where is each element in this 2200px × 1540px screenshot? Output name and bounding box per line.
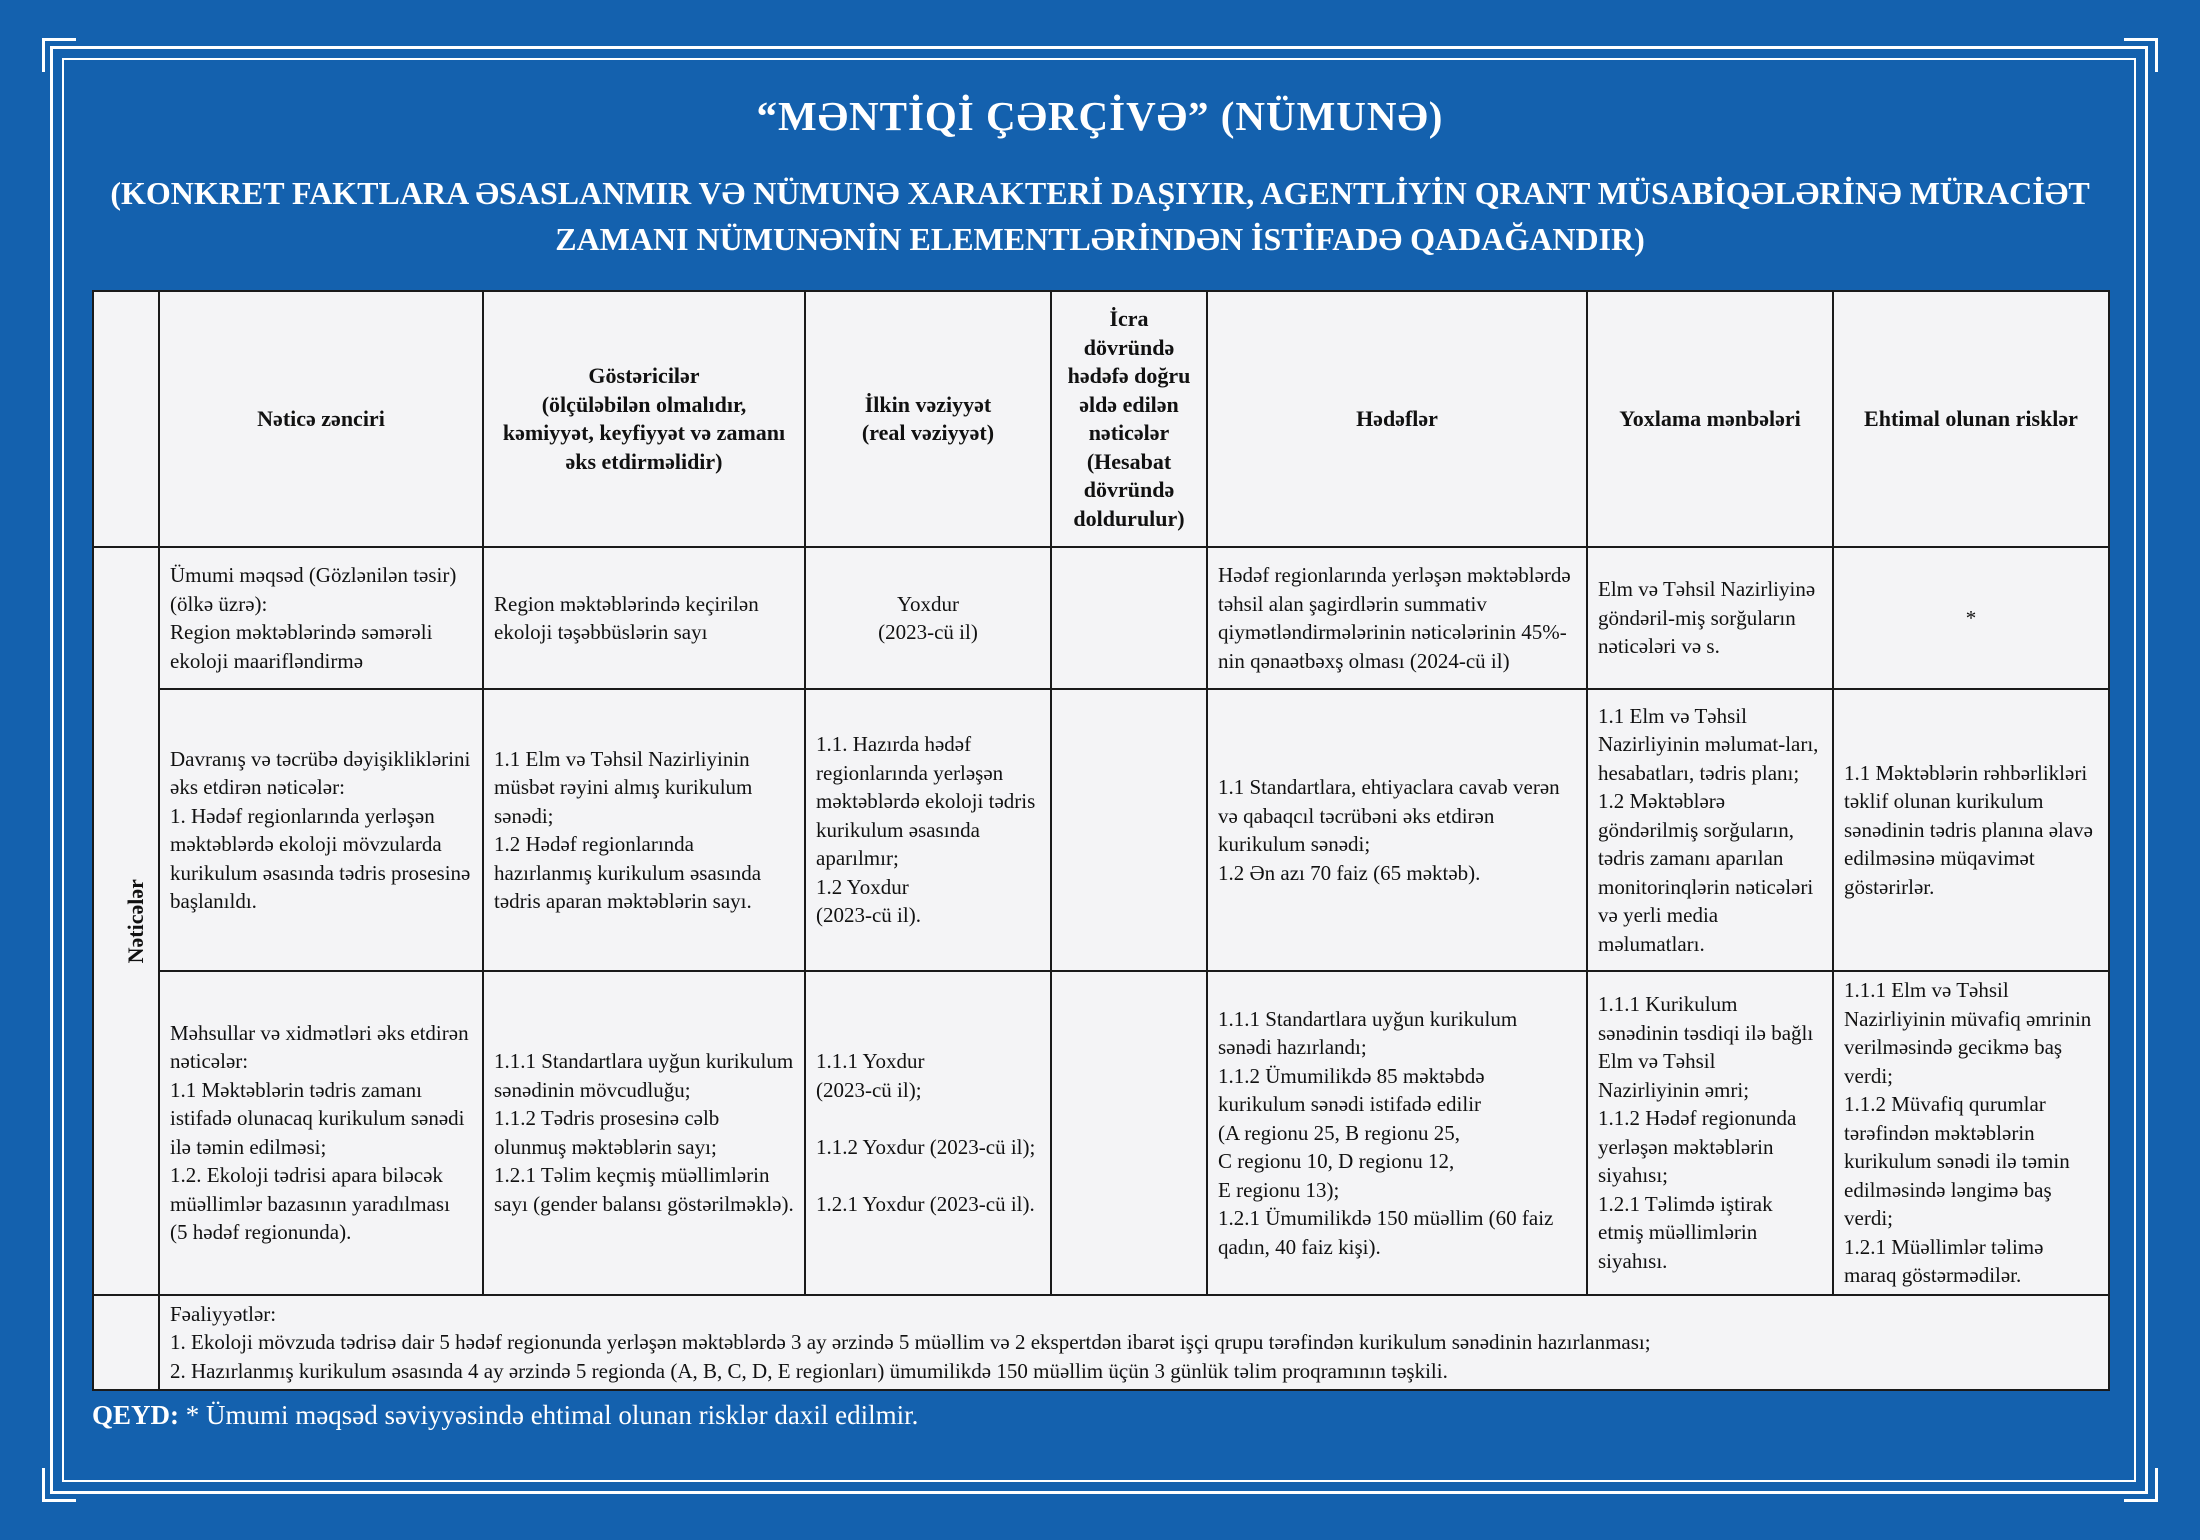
cell-behavior-baseline: 1.1. Hazırda hədəf regionlarında yerləşən məktəblərdə ekoloji tədris kurikulum əsasında aparılmır; 1.2 Yoxdur (2023-cü il). [805, 689, 1051, 971]
header-indicators: Göstəricilər (ölçüləbilən olmalıdır, kəmiyyət, keyfiyyət və zamanı əks etdirməlidir) [483, 291, 805, 547]
footnote-label: QEYD: [92, 1400, 179, 1430]
cell-outputs-risks: 1.1.1 Elm və Təhsil Nazirliyinin müvafiq əmrinin verilməsində gecikmə baş verdi; 1.1.2 Müvafiq qurumlar tərəfindən məktəblərin kurikulum sənədi ilə təmin edilməsində ləngimə baş verdi; 1.2.1 Müəllimlər təlimə maraq göstərmədilər. [1833, 971, 2109, 1295]
cell-outputs-sources: 1.1.1 Kurikulum sənədinin təsdiqi ilə bağlı Elm və Təhsil Nazirliyinin əmri; 1.1.2 Hədəf regionunda yerləşən məktəblərin siyahısı; 1.2.1 Təlimdə iştirak etmiş müəllimlərin siyahısı. [1587, 971, 1833, 1295]
activities-side-cell [93, 1295, 159, 1391]
header-chain: Nəticə zənciri [159, 291, 483, 547]
cell-behavior-indicators: 1.1 Elm və Təhsil Nazirliyinin müsbət rəyini almış kurikulum sənədi; 1.2 Hədəf regionlarında hazırlanmış kurikulum əsasında tədris aparan məktəblərin sayı. [483, 689, 805, 971]
cell-goal-chain: Ümumi məqsəd (Gözlənilən təsir) (ölkə üzrə): Region məktəblərində səmərəli ekoloji maarifləndirmə [159, 547, 483, 689]
cell-goal-risks: * [1833, 547, 2109, 689]
cell-outputs-achieved [1051, 971, 1207, 1295]
frame-corner [42, 38, 76, 72]
header-corner-cell [93, 291, 159, 547]
header-targets: Hədəflər [1207, 291, 1587, 547]
cell-behavior-achieved [1051, 689, 1207, 971]
cell-goal-indicators: Region məktəblərində keçirilən ekoloji təşəbbüslərin sayı [483, 547, 805, 689]
footnote-text: * Ümumi məqsəd səviyyəsində ehtimal olunan risklər daxil edilmir. [185, 1400, 919, 1430]
cell-behavior-sources: 1.1 Elm və Təhsil Nazirliyinin məlumat-ları, hesabatları, tədris planı; 1.2 Məktəblərə göndərilmiş sorğuların, tədris zamanı aparılan monitorinqlərin nəticələri və yerli media məlumatları. [1587, 689, 1833, 971]
table-row-activities [93, 1295, 2109, 1391]
frame-corner [2124, 38, 2158, 72]
page-subtitle: (KONKRET FAKTLARA ƏSASLANMIR VƏ NÜMUNƏ XARAKTERİ DAŞIYIR, AGENTLİYİN QRANT MÜSABİQƏLƏRİNƏ MÜRACİƏT ZAMANI NÜMUNƏNİN ELEMENTLƏRİNDƏN İSTİFADƏ QADAĞANDIR) [110, 175, 2090, 257]
header-baseline: İlkin vəziyyət (real vəziyyət) [805, 291, 1051, 547]
cell-outputs-chain: Məhsullar və xidmətləri əks etdirən nəticələr: 1.1 Məktəblərin tədris zamanı istifadə olunacaq kurikulum sənədi ilə təmin edilməsi; 1.2. Ekoloji tədrisi apara biləcək müəllimlər bazasının yaradılması (5 hədəf regionunda). [159, 971, 483, 1295]
logical-framework-table [92, 290, 2110, 1391]
page-title: “MƏNTİQİ ÇƏRÇİVƏ” (NÜMUNƏ) [756, 93, 1444, 139]
cell-behavior-chain: Davranış və təcrübə dəyişikliklərini əks etdirən nəticələr: 1. Hədəf regionlarında yerləşən məktəblərdə ekoloji mövzularda kurikulum əsasında tədris prosesinə başlanıldı. [159, 689, 483, 971]
side-label-cell [93, 547, 159, 1295]
footnote [92, 1400, 918, 1431]
frame-corner [42, 1468, 76, 1502]
cell-goal-achieved [1051, 547, 1207, 689]
frame-corner [2124, 1468, 2158, 1502]
cell-outputs-indicators: 1.1.1 Standartlara uyğun kurikulum sənədinin mövcudluğu; 1.1.2 Tədris prosesinə cəlb olunmuş məktəblərin sayı; 1.2.1 Təlim keçmiş müəllimlərin sayı (gender balansı göstərilməklə). [483, 971, 805, 1295]
cell-goal-baseline: Yoxdur (2023-cü il) [805, 547, 1051, 689]
side-label: Nəticələr [122, 878, 148, 963]
table-row-goal [93, 547, 2109, 689]
cell-behavior-risks: 1.1 Məktəblərin rəhbərlikləri təklif olunan kurikulum sənədinin tədris planına əlavə edilməsinə müqavimət göstərirlər. [1833, 689, 2109, 971]
cell-outputs-baseline: 1.1.1 Yoxdur (2023-cü il); 1.1.2 Yoxdur (2023-cü il); 1.2.1 Yoxdur (2023-cü il). [805, 971, 1051, 1295]
cell-outputs-targets: 1.1.1 Standartlara uyğun kurikulum sənədi hazırlandı; 1.1.2 Ümumilikdə 85 məktəbdə kurikulum sənədi istifadə edilir (A regionu 25, B regionu 25, C regionu 10, D regionu 12, E regionu 13); 1.2.1 Ümumilikdə 150 müəllim (60 faiz qadın, 40 faiz kişi). [1207, 971, 1587, 1295]
cell-behavior-targets: 1.1 Standartlara, ehtiyaclara cavab verən və qabaqcıl təcrübəni əks etdirən kurikulum sənədi; 1.2 Ən azı 70 faiz (65 məktəb). [1207, 689, 1587, 971]
cell-activities: Fəaliyyətlər: 1. Ekoloji mövzuda tədrisə dair 5 hədəf regionunda yerləşən məktəblərdə 3 ay ərzində 5 müəllim və 2 ekspertdən ibarət işçi qrupu tərəfindən kurikulum sənədinin hazırlanması; 2. Hazırlanmış kurikulum əsasında 4 ay ərzində 5 regionda (A, B, C, D, E regionları) ümumilikdə 150 müəllim üçün 3 günlük təlim proqramının təşkili. [159, 1295, 2109, 1391]
table-row-outputs [93, 971, 2109, 1295]
cell-goal-sources: Elm və Təhsil Nazirliyinə göndəril-miş sorğuların nəticələri və s. [1587, 547, 1833, 689]
header-risks: Ehtimal olunan risklər [1833, 291, 2109, 547]
header-sources: Yoxlama mənbələri [1587, 291, 1833, 547]
cell-goal-targets: Hədəf regionlarında yerləşən məktəblərdə təhsil alan şagirdlərin summativ qiymətləndirmələrinin nəticələrinin 45%-nin qənaətbəxş olması (2024-cü il) [1207, 547, 1587, 689]
header-achieved: İcra dövründə hədəfə doğru əldə edilən nəticələr (Hesabat dövründə doldurulur) [1051, 291, 1207, 547]
header-row [93, 291, 2109, 547]
table-row-behavior [93, 689, 2109, 971]
